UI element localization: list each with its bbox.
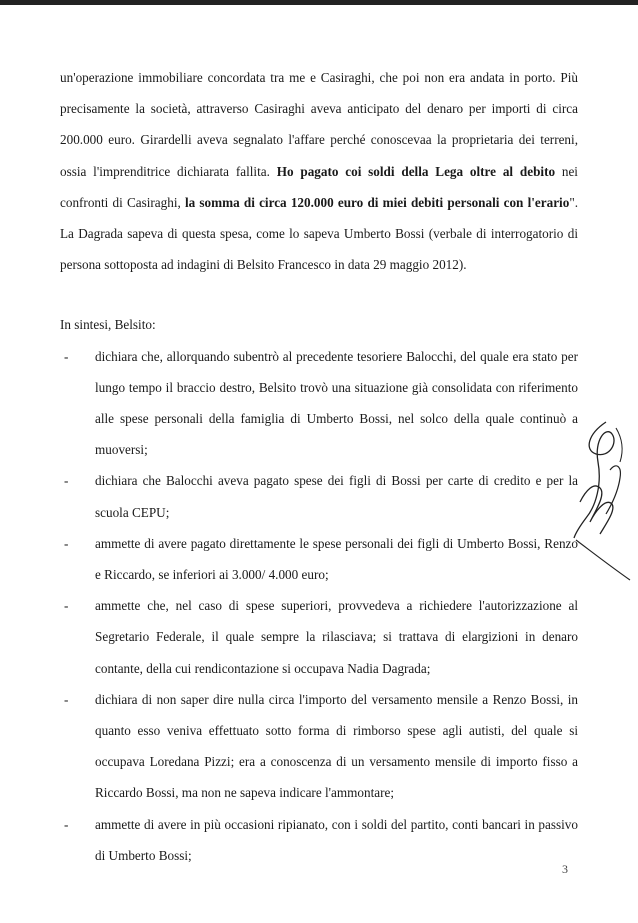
paragraph-text: nei confronti di Casiraghi, xyxy=(60,163,578,210)
bold-statement: la somma di circa 120.000 euro di miei debiti personali con l'erario xyxy=(184,194,570,210)
page-number: 3 xyxy=(562,862,568,876)
list-item: - dichiara che, allorquando subentrò al precedente tesoriere Balocchi, del quale era stato per lungo tempo il braccio destro, Belsito trovò una situazione già consolidata con riferimento alle spese personali della famiglia di Umberto Bossi, nel solco della quale continuò a muoversi; xyxy=(60,341,578,466)
list-item: - ammette di avere pagato direttamente le spese personali dei figli di Umberto Bossi, Renzo e Riccardo, se inferiori ai 3.000/ 4.000 euro; xyxy=(60,528,578,590)
paragraph-gap xyxy=(60,280,578,309)
document-body xyxy=(60,62,578,871)
list-item: - ammette che, nel caso di spese superiori, provvedeva a richiedere l'autorizzazione al Segretario Federale, il quale sempre la rilasciava; si trattava di elargizioni in denaro contante, della cui rendicontazione si occupava Nadia Dagrada; xyxy=(60,590,578,684)
paragraph-text: ". La Dagrada sapeva di questa spesa, come lo sapeva Umberto Bossi (verbale di interrogatorio di persona sottoposta ad indagini di Belsito Francesco in data 29 maggio 2012). xyxy=(60,194,578,273)
paragraph-text: un'operazione immobiliare concordata tra me e Casiraghi, che poi non era andata in porto. Più precisamente la società, attraverso Casiraghi aveva anticipato del denaro per importi di circa 200.000 euro. Girardelli aveva segnalato l'affare perché conoscevaa la proprietaria dei terreni, ossia l'imprenditrice dichiarata fallita. xyxy=(60,70,578,179)
list-item: - dichiara che Balocchi aveva pagato spese dei figli di Bossi per carte di credito e per la scuola CEPU; xyxy=(60,465,578,527)
list-item: - ammette di avere in più occasioni ripianato, con i soldi del partito, conti bancari in passivo di Umberto Bossi; xyxy=(60,809,578,871)
summary-list xyxy=(60,341,578,871)
top-border-rule xyxy=(0,0,638,5)
paragraph-testimony xyxy=(60,62,578,280)
summary-intro: In sintesi, Belsito: xyxy=(60,317,156,333)
list-item: - dichiara di non saper dire nulla circa l'importo del versamento mensile a Renzo Bossi, in quanto esso veniva effettuato sotto forma di rimborso spese agli autisti, del quale si occupava Loredana Pizzi; era a conoscenza di un versamento mensile di importo fisso a Riccardo Bossi, ma non ne sapeva indicare l'ammontare; xyxy=(60,684,578,809)
bold-statement: Ho pagato coi soldi della Lega oltre al debito xyxy=(276,163,556,179)
handwritten-signature-icon xyxy=(566,410,636,590)
